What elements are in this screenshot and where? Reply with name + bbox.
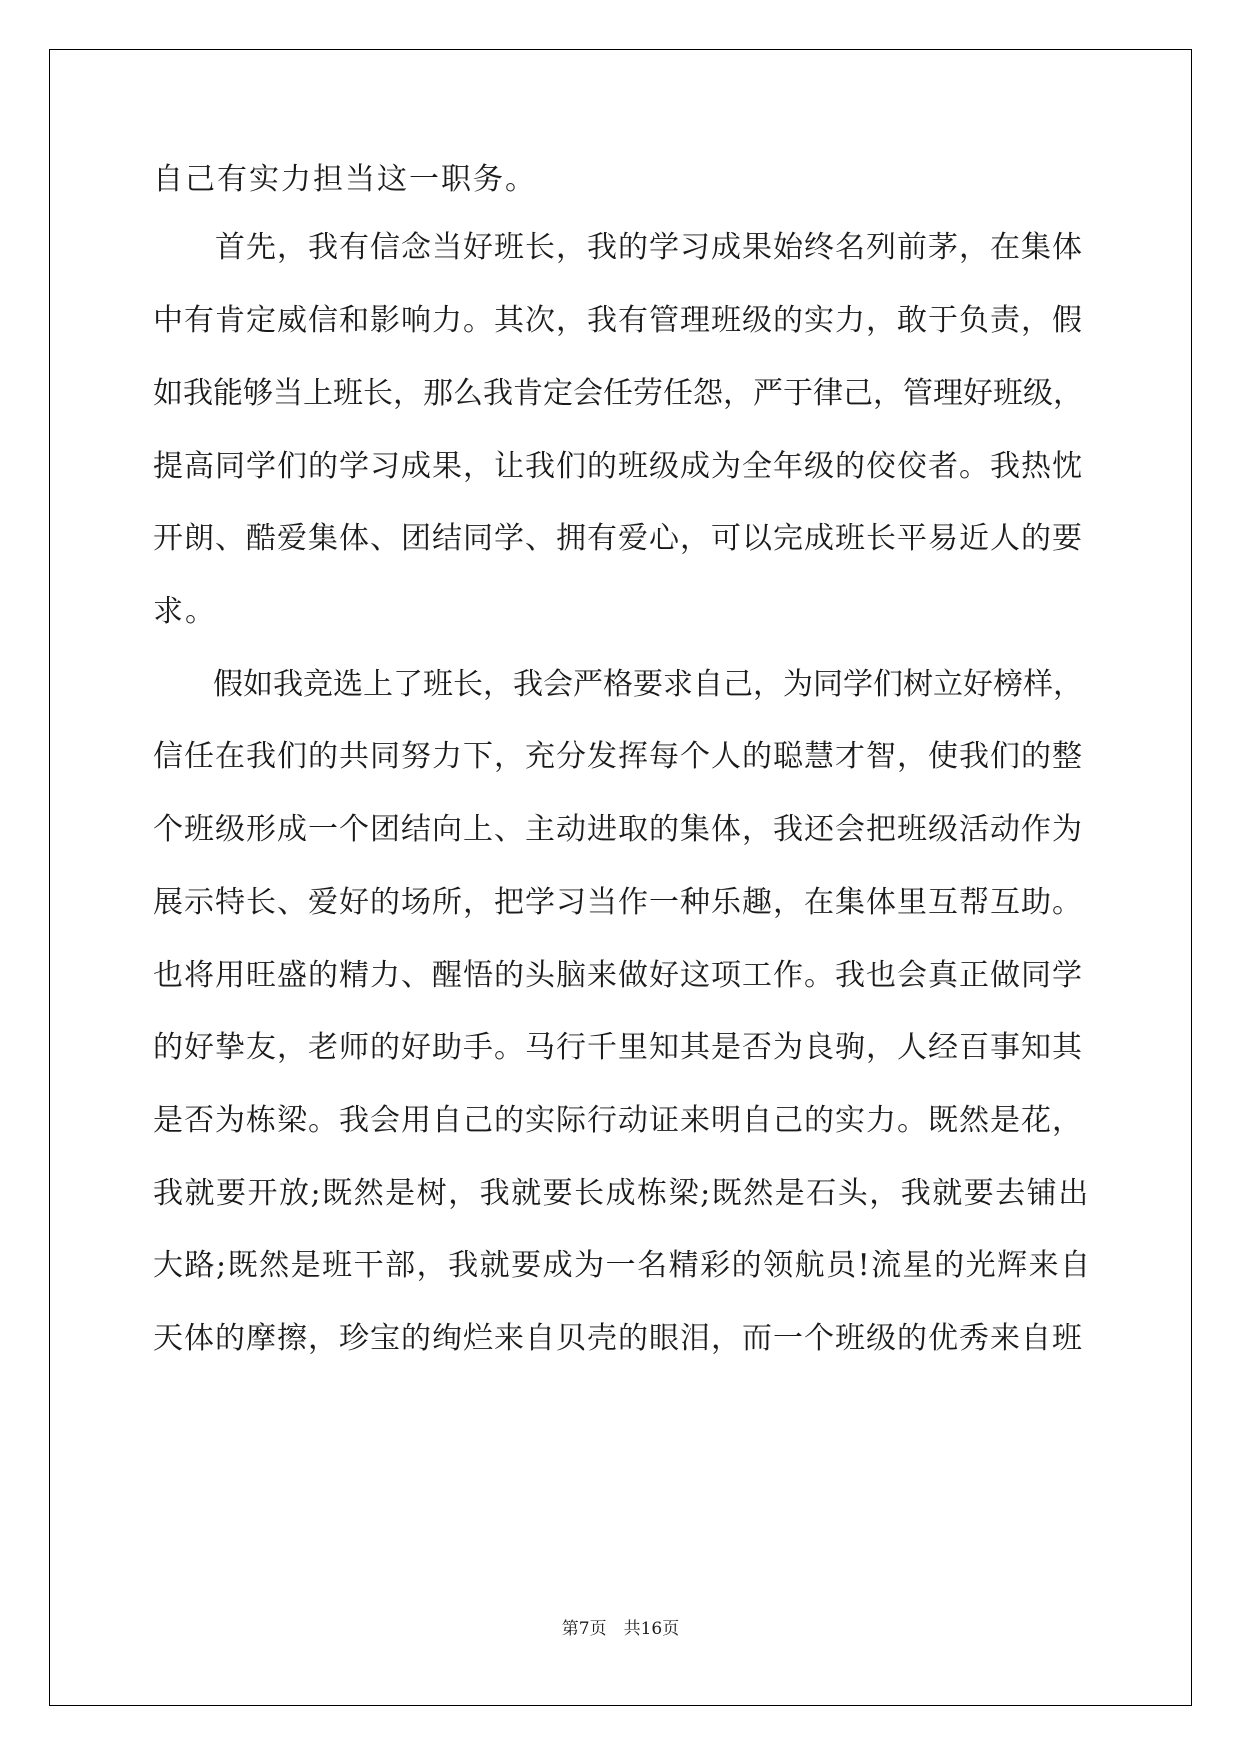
text-line: 是否为栋梁。我会用自己的实际行动证来明自己的实力。既然是花， [153,1103,1083,1138]
text-line: 也将用旺盛的精力、醒悟的头脑来做好这项工作。我也会真正做同学 [153,958,1083,993]
text-line: 天体的摩擦，珍宝的绚烂来自贝壳的眼泪，而一个班级的优秀来自班 [153,1321,1083,1356]
text-line: 提高同学们的学习成果，让我们的班级成为全年级的佼佼者。我热忱 [153,449,1083,484]
page-border [49,49,1192,1706]
text-line: 中有肯定威信和影响力。其次，我有管理班级的实力，敢于负责，假 [153,303,1083,338]
text-line: 开朗、酷爱集体、团结同学、拥有爱心，可以完成班长平易近人的要 [153,521,1083,556]
text-line: 我就要开放;既然是树，我就要长成栋梁;既然是石头，我就要去铺出 [153,1176,1090,1211]
text-line: 首先，我有信念当好班长，我的学习成果始终名列前茅，在集体 [153,230,1083,265]
text-line: 的好挚友，老师的好助手。马行千里知其是否为良驹，人经百事知其 [153,1030,1083,1065]
text-line: 展示特长、爱好的场所，把学习当作一种乐趣，在集体里互帮互助。 [153,885,1083,920]
text-line: 假如我竞选上了班长，我会严格要求自己，为同学们树立好榜样， [153,667,1083,702]
text-line: 如我能够当上班长，那么我肯定会任劳任怨，严于律己，管理好班级， [153,376,1083,411]
text-line: 自己有实力担当这一职务。 [153,162,537,197]
text-line: 信任在我们的共同努力下，充分发挥每个人的聪慧才智，使我们的整 [153,739,1083,774]
text-line: 大路;既然是班干部，我就要成为一名精彩的领航员!流星的光辉来自 [153,1248,1092,1283]
text-line: 求。 [153,594,217,629]
text-line: 个班级形成一个团结向上、主动进取的集体，我还会把班级活动作为 [153,812,1083,847]
page-number: 第7页 共16页 [561,1619,680,1639]
